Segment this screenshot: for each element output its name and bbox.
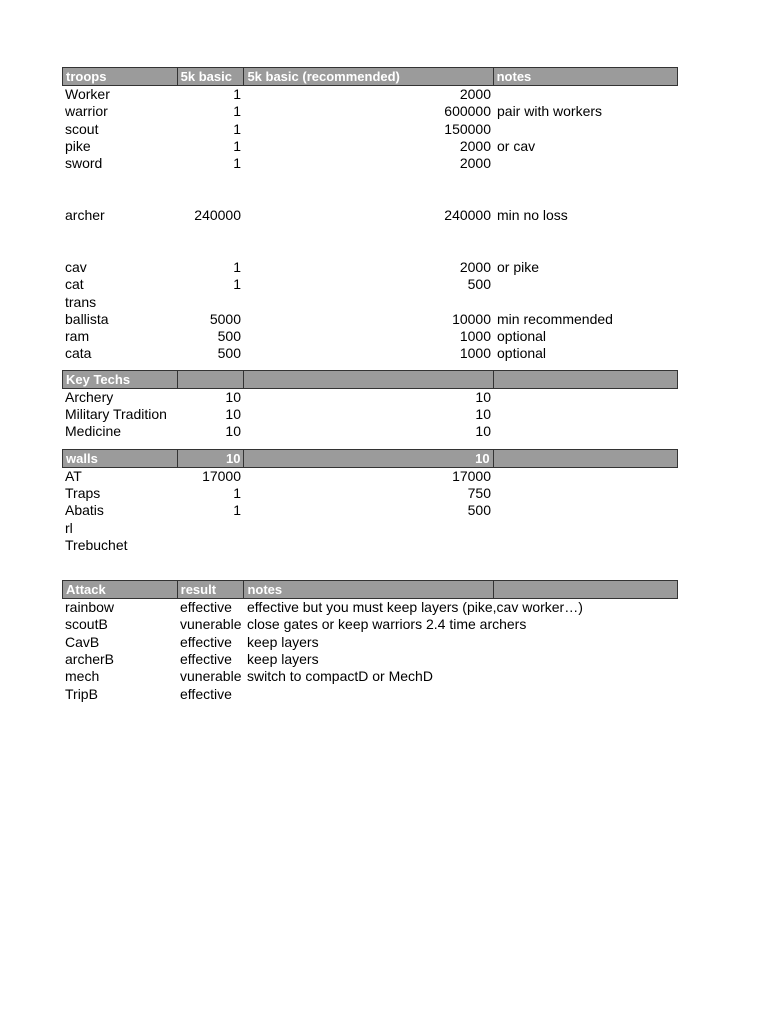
row-recommended-value: 10000 <box>452 310 491 327</box>
attack-result: effective <box>180 685 232 702</box>
attack-name: CavB <box>65 633 100 650</box>
row-recommended-value: 2000 <box>459 155 491 172</box>
row-basic-value: 500 <box>217 345 241 362</box>
row-name: cav <box>65 258 87 275</box>
row-basic-value: 1 <box>233 484 241 501</box>
attack-name: mech <box>65 668 100 685</box>
row-recommended-value: 150000 <box>444 120 491 137</box>
table-row <box>62 423 678 440</box>
table-row <box>62 599 678 616</box>
row-note <box>494 121 678 138</box>
row-recommended-value: 600000 <box>444 103 491 120</box>
row-name: ram <box>65 328 90 345</box>
attack-note: keep layers <box>247 651 319 668</box>
table-row <box>62 345 678 362</box>
spreadsheet <box>62 67 678 703</box>
header-key-techs: Key Techs <box>63 371 178 388</box>
row-basic-value: 10 <box>225 388 241 405</box>
attack-result: effective <box>180 651 232 668</box>
table-row <box>62 294 678 311</box>
row-note: or pike <box>497 258 540 275</box>
header-attack-notes: notes <box>244 581 493 598</box>
row-recommended-value: 1000 <box>459 345 491 362</box>
row-basic-value: 240000 <box>194 207 241 224</box>
row-basic-value: 5000 <box>209 310 241 327</box>
row-name: sword <box>65 155 103 172</box>
attack-name: rainbow <box>65 599 115 616</box>
row-recommended-value: 2000 <box>459 258 491 275</box>
header-techs-basic <box>178 371 245 388</box>
row-note <box>494 423 678 440</box>
attack-note: close gates or keep warriors 2.4 time archers <box>247 616 527 633</box>
row-recommended-value: 10 <box>475 406 491 423</box>
blank-row <box>62 190 678 207</box>
row-name: Archery <box>65 388 114 405</box>
row-name: Medicine <box>65 423 122 440</box>
row-note <box>494 406 678 423</box>
row-note <box>494 485 678 502</box>
row-name: trans <box>65 293 97 310</box>
table-row <box>62 520 678 537</box>
row-recommended-value: 2000 <box>459 86 491 102</box>
table-row <box>62 328 678 345</box>
table-row <box>62 616 678 633</box>
blank-row <box>62 224 678 241</box>
table-row <box>62 103 678 120</box>
attack-note: switch to compactD or MechD <box>247 668 433 685</box>
row-basic-value: 1 <box>233 103 241 120</box>
row-basic-value: 1 <box>233 137 241 154</box>
row-note <box>494 86 678 103</box>
row-name: cata <box>65 345 92 362</box>
header-walls-notes <box>494 450 677 467</box>
row-note: min no loss <box>497 207 568 224</box>
row-name: ballista <box>65 310 109 327</box>
row-name: scout <box>65 120 99 137</box>
row-name: Military Tradition <box>65 406 167 423</box>
row-name: cat <box>65 276 84 293</box>
row-note: optional <box>497 328 547 345</box>
row-recommended-value: 500 <box>467 276 491 293</box>
techs-table-body <box>62 389 678 441</box>
row-name: Abatis <box>65 502 104 519</box>
row-recommended-value: 10 <box>475 423 491 440</box>
row-note <box>494 389 678 406</box>
row-basic-value: 17000 <box>202 467 241 484</box>
row-basic-value <box>177 537 244 554</box>
header-walls-rec: 10 <box>244 450 493 467</box>
row-basic-value: 500 <box>217 328 241 345</box>
row-note: pair with workers <box>497 103 603 120</box>
row-note <box>494 468 678 485</box>
header-5k-basic: 5k basic <box>178 68 245 85</box>
row-basic-value: 1 <box>233 86 241 102</box>
header-notes: notes <box>496 69 532 84</box>
attack-header-row <box>62 580 678 599</box>
blank-row <box>62 242 678 259</box>
header-result: result <box>178 581 245 598</box>
table-row <box>62 651 678 668</box>
row-note <box>494 520 678 537</box>
attack-note: keep layers <box>247 633 319 650</box>
table-row <box>62 485 678 502</box>
table-row <box>62 468 678 485</box>
header-techs-rec <box>244 371 493 388</box>
row-recommended-value: 10 <box>475 388 491 405</box>
row-name: warrior <box>65 103 108 120</box>
row-recommended-value <box>244 294 494 311</box>
header-techs-notes <box>494 371 677 388</box>
techs-header-row <box>62 370 678 389</box>
row-recommended-value: 1000 <box>459 328 491 345</box>
row-recommended-value <box>244 520 494 537</box>
row-name: archer <box>65 207 105 224</box>
row-note <box>494 294 678 311</box>
row-name: Trebuchet <box>65 536 128 553</box>
row-note <box>494 276 678 293</box>
row-recommended-value: 17000 <box>452 467 491 484</box>
header-walls: walls <box>63 450 178 467</box>
row-recommended-value: 2000 <box>459 137 491 154</box>
troops-table-body <box>62 86 678 363</box>
table-row <box>62 259 678 276</box>
row-recommended-value: 750 <box>467 484 491 501</box>
table-row <box>62 121 678 138</box>
table-row <box>62 207 678 224</box>
row-basic-value: 1 <box>233 258 241 275</box>
attack-result: vunerable <box>180 616 242 633</box>
header-attack: Attack <box>63 581 178 598</box>
table-row <box>62 537 678 554</box>
header-walls-basic: 10 <box>178 450 245 467</box>
row-note: optional <box>497 345 547 362</box>
table-row <box>62 276 678 293</box>
row-note <box>494 537 678 554</box>
row-recommended-value: 500 <box>467 502 491 519</box>
row-name: AT <box>65 467 82 484</box>
header-attack-extra <box>494 581 677 598</box>
attack-table-body <box>62 599 678 703</box>
row-basic-value <box>177 520 244 537</box>
walls-table-body <box>62 468 678 554</box>
row-name: rl <box>65 519 73 536</box>
walls-header-row <box>62 449 678 468</box>
table-row <box>62 138 678 155</box>
attack-note: effective but you must keep layers (pike,cav worker…) <box>247 599 583 616</box>
attack-result: effective <box>180 599 232 616</box>
row-recommended-value <box>244 537 494 554</box>
row-basic-value: 10 <box>225 406 241 423</box>
header-5k-recommended: 5k basic (recommended) <box>244 68 493 85</box>
table-row <box>62 502 678 519</box>
table-row <box>62 406 678 423</box>
row-note: or cav <box>497 137 536 154</box>
row-note <box>494 155 678 172</box>
attack-name: scoutB <box>65 616 108 633</box>
troops-header-row <box>62 67 678 86</box>
row-name: pike <box>65 137 91 154</box>
blank-row <box>62 172 678 189</box>
row-basic-value: 1 <box>233 120 241 137</box>
row-basic-value <box>177 294 244 311</box>
row-basic-value: 10 <box>225 423 241 440</box>
attack-name: archerB <box>65 651 115 668</box>
table-row <box>62 668 678 685</box>
attack-result: effective <box>180 633 232 650</box>
table-row <box>62 311 678 328</box>
row-basic-value: 1 <box>233 276 241 293</box>
table-row <box>62 686 678 703</box>
row-basic-value: 1 <box>233 155 241 172</box>
row-recommended-value: 240000 <box>444 207 491 224</box>
row-name: Worker <box>65 86 110 102</box>
row-note: min recommended <box>497 310 613 327</box>
attack-name: TripB <box>65 685 98 702</box>
row-name: Traps <box>65 484 101 501</box>
table-row <box>62 389 678 406</box>
attack-note <box>244 686 678 703</box>
row-note <box>494 502 678 519</box>
table-row <box>62 86 678 103</box>
attack-result: vunerable <box>180 668 242 685</box>
header-troops: troops <box>63 68 178 85</box>
table-row <box>62 155 678 172</box>
row-basic-value: 1 <box>233 502 241 519</box>
table-row <box>62 634 678 651</box>
